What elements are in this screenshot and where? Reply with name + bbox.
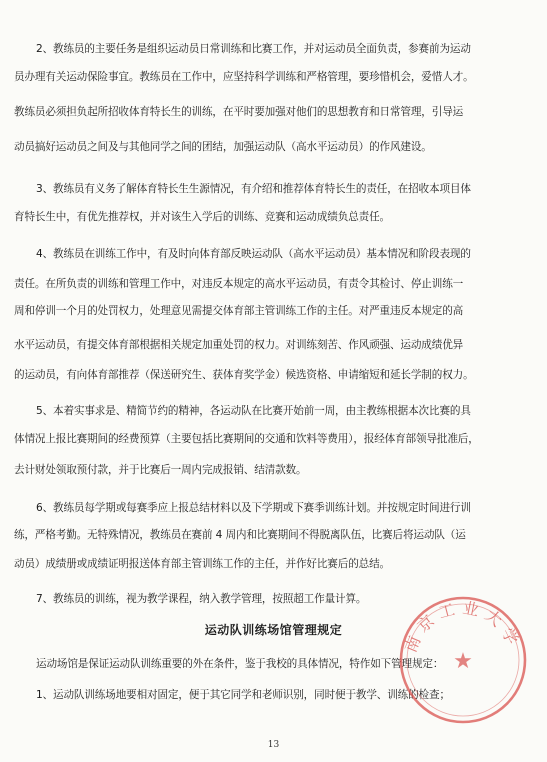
svg-text:★: ★ [453, 649, 473, 674]
paragraph-2-line-2: 员办理有关运动保险事宜。教练员在工作中，应坚持科学训练和严格管理，要珍惜机会，爱惜人才。 [14, 71, 474, 83]
paragraph-5-line-1: 5、本着实事求是、精简节约的精神，各运动队在比赛开始前一周，由主教练根据本次比赛的具 [36, 405, 471, 417]
paragraph-3-line-1: 3、教练员有义务了解体育特长生生源情况，有介绍和推荐体育特长生的责任，在招收本项目体 [36, 183, 471, 195]
seal-text: 南京工业大学 [400, 598, 525, 656]
paragraph-7-line-1: 7、教练员的训练，视为教学课程，纳入教学管理，按照超工作量计算。 [36, 593, 367, 605]
paragraph-6-line-2: 练，严格考勤。无特殊情况，教练员在赛前 4 周内和比赛期间不得脱离队伍，比赛后将运动队（运 [14, 529, 466, 541]
page-number: 13 [267, 740, 280, 750]
section-title: 运动队训练场馆管理规定 [204, 623, 343, 637]
paragraph-4-line-3: 周和停训一个月的处罚权力，处理意见需提交体育部主管训练工作的主任。对严重违反本规定的高 [14, 305, 464, 317]
paragraph-4-line-2: 责任。在所负责的训练和管理工作中，对违反本规定的高水平运动员，有责令其检讨、停止训练一 [14, 278, 464, 290]
paragraph-6-line-3: 动员）成绩册或成绩证明报送体育部主管训练工作的主任，并作好比赛后的总结。 [14, 558, 390, 570]
paragraph-2-line-1: 2、教练员的主要任务是组织运动员日常训练和比赛工作，并对运动员全面负责，参赛前为运动 [36, 43, 471, 55]
paragraph-6-line-1: 6、教练员每学期或每赛季应上报总结材料以及下学期或下赛季训练计划。并按规定时间进行训 [36, 502, 471, 514]
rule-1-line: 1、运动队训练场地要相对固定，便于其它同学和老师识别，同时便于教学、训练的检查； [36, 689, 450, 701]
paragraph-4-line-1: 4、教练员在训练工作中，有及时向体育部反映运动队（高水平运动员）基本情况和阶段表现的 [36, 248, 471, 260]
paragraph-4-line-4: 水平运动员，有提交体育部根据相关规定加重处罚的权力。对训练刻苦、作风顽强、运动成绩优异 [14, 339, 464, 351]
intro-line: 运动场馆是保证运动队训练重要的外在条件，鉴于我校的具体情况，特作如下管理规定： [36, 658, 444, 670]
paragraph-3-line-2: 育特长生中，有优先推荐权，并对该生入学后的训练、竞赛和运动成绩负总责任。 [14, 211, 390, 223]
paragraph-5-line-2: 体情况上报比赛期间的经费预算（主要包括比赛期间的交通和饮料等费用），报经体育部领导批准后， [14, 433, 479, 445]
paragraph-2-line-4: 动员搞好运动员之间及与其他同学之间的团结，加强运动队（高水平运动员）的作风建设。 [14, 141, 432, 153]
paragraph-5-line-3: 去计财处领取预付款，并于比赛后一周内完成报销、结清款数。 [14, 464, 307, 476]
paragraph-2-line-3: 教练员必须担负起所招收体育特长生的训练，在平时要加强对他们的思想教育和日常管理，引导运 [14, 106, 464, 118]
paragraph-4-line-5: 的运动员，有向体育部推荐（保送研究生、获体育奖学金）候选资格、申请缩短和延长学制的权力。 [14, 369, 474, 381]
